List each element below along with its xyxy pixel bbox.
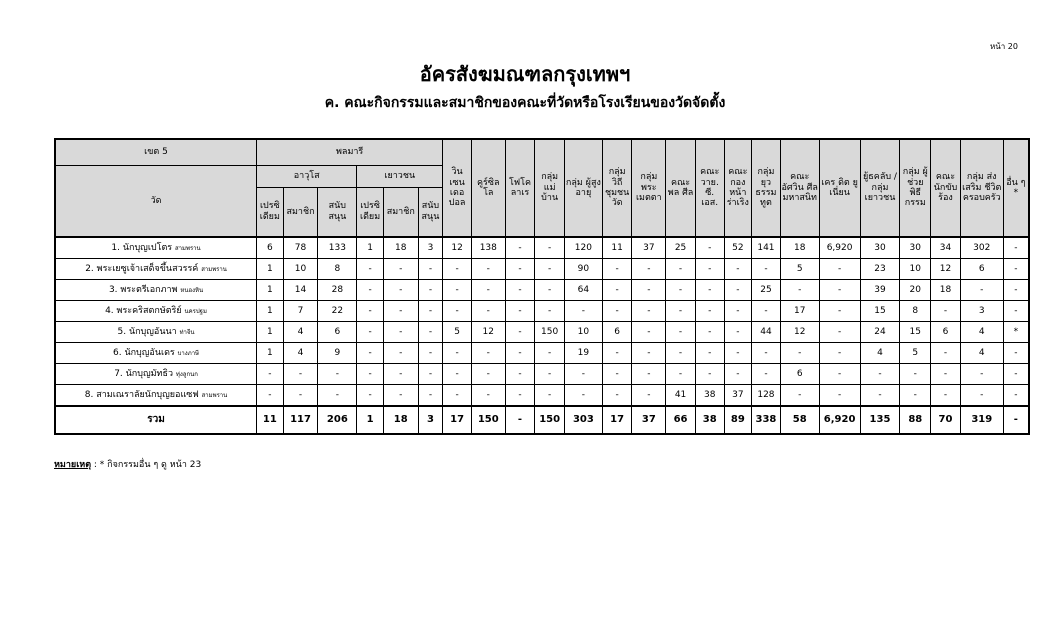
table-cell: - (602, 301, 632, 322)
total-cell: 38 (695, 406, 724, 434)
table-cell: 37 (632, 237, 666, 259)
table-cell: - (780, 280, 819, 301)
table-cell: 19 (564, 343, 602, 364)
table-cell: - (535, 237, 565, 259)
total-cell: 6,920 (819, 406, 860, 434)
table-cell: - (602, 385, 632, 407)
table-cell: 1 (257, 322, 284, 343)
table-cell: - (505, 301, 535, 322)
total-cell: 3 (418, 406, 443, 434)
table-cell: - (535, 301, 565, 322)
table-cell: 18 (931, 280, 961, 301)
table-cell: - (443, 385, 472, 407)
total-cell: - (1003, 406, 1029, 434)
table-cell: - (931, 343, 961, 364)
table-cell: 302 (960, 237, 1003, 259)
col-head: กลุ่ม วิถี ชุมชน วัด (602, 139, 632, 237)
table-cell: - (819, 280, 860, 301)
table-row (55, 322, 1029, 343)
total-cell: 66 (666, 406, 696, 434)
total-cell: 11 (257, 406, 284, 434)
col-head: กลุ่ม ยุว ธรรม ทูต (752, 139, 781, 237)
table-cell: 4 (283, 343, 318, 364)
total-cell: 89 (724, 406, 752, 434)
sub-head: เปรซิ เดียม (257, 187, 284, 237)
legion-header: พลมารี (257, 139, 443, 165)
parish-name (55, 301, 257, 322)
table-cell: - (632, 301, 666, 322)
table-cell: - (357, 322, 384, 343)
total-cell: 319 (960, 406, 1003, 434)
table-cell: 6 (318, 322, 357, 343)
table-cell: 8 (318, 259, 357, 280)
total-cell: 58 (780, 406, 819, 434)
table-cell: - (505, 364, 535, 385)
table-cell: 5 (900, 343, 931, 364)
table-cell: 1 (257, 259, 284, 280)
table-cell: - (819, 364, 860, 385)
table-cell: - (819, 343, 860, 364)
table-cell: - (632, 343, 666, 364)
table-cell: - (695, 364, 724, 385)
table-cell: 10 (564, 322, 602, 343)
table-cell: - (505, 385, 535, 407)
table-cell: 6 (257, 237, 284, 259)
table-cell: - (535, 385, 565, 407)
table-cell: - (780, 343, 819, 364)
parish-name-text: 1. นักบุญเปโตร (111, 242, 173, 253)
table-cell: 12 (931, 259, 961, 280)
table-cell: - (695, 301, 724, 322)
table-cell: 4 (960, 322, 1003, 343)
table-cell: 34 (931, 237, 961, 259)
table-cell: 37 (724, 385, 752, 407)
table-cell: - (283, 385, 318, 407)
table-cell: - (1003, 301, 1029, 322)
total-cell: 1 (357, 406, 384, 434)
table-cell: - (383, 343, 418, 364)
table-cell: - (695, 237, 724, 259)
table-row (55, 385, 1029, 407)
table-cell: 90 (564, 259, 602, 280)
table-cell: 15 (860, 301, 900, 322)
table-cell: - (505, 280, 535, 301)
table-cell: - (443, 259, 472, 280)
table-cell: 10 (900, 259, 931, 280)
col-head: กลุ่ม พระ เมตตา (632, 139, 666, 237)
total-cell: 18 (383, 406, 418, 434)
col-head: ยู้ธคลับ /กลุ่ม เยาวชน (860, 139, 900, 237)
table-cell: - (505, 322, 535, 343)
total-label: รวม (55, 406, 257, 434)
table-cell: 24 (860, 322, 900, 343)
table-cell: - (752, 301, 781, 322)
table-cell: - (602, 343, 632, 364)
table-cell: 5 (443, 322, 472, 343)
table-cell: - (1003, 237, 1029, 259)
table-cell: 1 (257, 343, 284, 364)
total-cell: - (505, 406, 535, 434)
table-cell: 3 (418, 237, 443, 259)
total-cell: 338 (752, 406, 781, 434)
total-cell: 37 (632, 406, 666, 434)
col-head: คณะ วาย. ซี. เอส. (695, 139, 724, 237)
footnote-text: : * กิจกรรมอื่น ๆ ดู หน้า 23 (91, 460, 202, 470)
table-cell: - (383, 322, 418, 343)
table-cell: - (931, 364, 961, 385)
table-cell: 25 (752, 280, 781, 301)
table-cell: - (724, 280, 752, 301)
table-cell: - (535, 343, 565, 364)
table-cell: - (418, 385, 443, 407)
district-header: เขต 5 (55, 139, 257, 165)
table-cell: - (535, 280, 565, 301)
table-cell: 30 (900, 237, 931, 259)
parish-name (55, 364, 257, 385)
table-cell: - (666, 343, 696, 364)
table-cell: - (257, 385, 284, 407)
table-cell: - (1003, 280, 1029, 301)
table-cell: 138 (471, 237, 505, 259)
table-cell: 4 (860, 343, 900, 364)
total-cell: 17 (602, 406, 632, 434)
table-cell: - (471, 343, 505, 364)
parish-header: วัด (55, 165, 257, 237)
table-cell: - (602, 364, 632, 385)
parish-name-text: 2. พระเยซูเจ้าเสด็จขึ้นสวรรค์ (85, 263, 199, 274)
table-cell: - (564, 301, 602, 322)
table-cell: - (471, 301, 505, 322)
parish-name (55, 322, 257, 343)
table-cell: - (418, 343, 443, 364)
total-cell: 70 (931, 406, 961, 434)
table-cell: - (780, 385, 819, 407)
table-cell: 12 (780, 322, 819, 343)
table-cell: - (632, 385, 666, 407)
table-cell: - (564, 364, 602, 385)
table-cell: 128 (752, 385, 781, 407)
total-cell: 88 (900, 406, 931, 434)
table-cell: - (860, 364, 900, 385)
table-cell: - (383, 301, 418, 322)
table-cell: 12 (471, 322, 505, 343)
col-head: วิน เซน เดอ ปอล (443, 139, 472, 237)
table-cell: - (1003, 364, 1029, 385)
parish-name (55, 343, 257, 364)
footnote (54, 457, 201, 471)
table-cell: - (860, 385, 900, 407)
table-cell: 150 (535, 322, 565, 343)
table-cell: 64 (564, 280, 602, 301)
table-cell: 5 (780, 259, 819, 280)
total-cell: 206 (318, 406, 357, 434)
col-head: กลุ่ม แม่ บ้าน (535, 139, 565, 237)
table-cell: - (418, 301, 443, 322)
table-body (55, 237, 1029, 434)
parish-location: หนองหิน (180, 286, 204, 294)
table-cell: - (602, 259, 632, 280)
table-cell: 12 (443, 237, 472, 259)
table-cell: - (357, 385, 384, 407)
total-cell: 150 (535, 406, 565, 434)
table-cell: - (443, 343, 472, 364)
table-cell: - (357, 280, 384, 301)
table-cell: 141 (752, 237, 781, 259)
table-cell: - (695, 343, 724, 364)
sub-head: สมาชิก (383, 187, 418, 237)
parish-name-text: 4. พระคริสตกษัตริย์ (105, 305, 182, 316)
table-cell: - (819, 385, 860, 407)
table-cell: - (960, 280, 1003, 301)
table-cell: 38 (695, 385, 724, 407)
table-cell: 6 (960, 259, 1003, 280)
table-cell: 6 (931, 322, 961, 343)
table-cell: - (505, 259, 535, 280)
table-cell: - (666, 280, 696, 301)
table-cell: - (666, 301, 696, 322)
table-cell: 8 (900, 301, 931, 322)
parish-name (55, 237, 257, 259)
table-cell: - (960, 385, 1003, 407)
youth-header: เยาวชน (357, 165, 443, 187)
sub-head: เปรซิ เดียม (357, 187, 384, 237)
table-cell: - (418, 259, 443, 280)
table-row (55, 343, 1029, 364)
table-cell: 39 (860, 280, 900, 301)
table-cell: 23 (860, 259, 900, 280)
table-cell: 10 (283, 259, 318, 280)
page-subtitle: ค. คณะกิจกรรมและสมาชิกของคณะที่วัดหรือโรงเรียนของวัดจัดตั้ง (324, 95, 726, 111)
col-head: เคร ดิต ยู เนี่ยน (819, 139, 860, 237)
table-cell: - (505, 343, 535, 364)
col-head: คณะ กอง หน้า ร่าเริง (724, 139, 752, 237)
table-cell: - (1003, 343, 1029, 364)
table-cell: 6 (602, 322, 632, 343)
total-cell: 303 (564, 406, 602, 434)
table-cell: - (724, 301, 752, 322)
col-head: คณะ อัศวิน ศีล มหาสนิท (780, 139, 819, 237)
table-cell: - (318, 364, 357, 385)
table-row (55, 301, 1029, 322)
col-head: คณะ นักขับ ร้อง (931, 139, 961, 237)
parish-name-text: 3. พระตรีเอกภาพ (108, 284, 178, 295)
table-cell: - (695, 322, 724, 343)
table-cell: 14 (283, 280, 318, 301)
table-cell: - (752, 364, 781, 385)
parish-location: สามพราน (201, 265, 227, 273)
table-cell: - (443, 364, 472, 385)
table-cell: 25 (666, 237, 696, 259)
parish-name (55, 385, 257, 407)
parish-location: ท่าจีน (179, 328, 195, 336)
table-cell: 120 (564, 237, 602, 259)
table-cell: 20 (900, 280, 931, 301)
table-cell: - (724, 259, 752, 280)
table-cell: - (535, 364, 565, 385)
table-cell: - (535, 259, 565, 280)
col-head: กลุ่ม ส่งเสริม ชีวิต ครอบครัว (960, 139, 1003, 237)
table-cell: 4 (283, 322, 318, 343)
table-cell: * (1003, 322, 1029, 343)
table-cell: 4 (960, 343, 1003, 364)
table-cell: - (900, 385, 931, 407)
parish-location: สามพราน (175, 244, 201, 252)
table-cell: 133 (318, 237, 357, 259)
table-cell: - (257, 364, 284, 385)
col-head: กลุ่ม ผู้สูง อายุ (564, 139, 602, 237)
table-cell: - (471, 259, 505, 280)
table-cell: 7 (283, 301, 318, 322)
table-cell: - (752, 343, 781, 364)
sub-head: สมาชิก (283, 187, 318, 237)
table-cell: 6,920 (819, 237, 860, 259)
total-cell: 135 (860, 406, 900, 434)
table-cell: - (666, 322, 696, 343)
table-cell: 52 (724, 237, 752, 259)
table-cell: - (724, 364, 752, 385)
table-cell: - (819, 301, 860, 322)
parish-name-text: 8. สามเณราลัยนักบุญยอแซฟ (84, 389, 199, 400)
table-cell: - (666, 364, 696, 385)
table-cell: 22 (318, 301, 357, 322)
total-row (55, 406, 1029, 434)
table-cell: - (1003, 385, 1029, 407)
table-cell: - (418, 280, 443, 301)
table-cell: - (632, 364, 666, 385)
table-cell: 78 (283, 237, 318, 259)
parish-location: บางภาษี (177, 349, 200, 357)
table-cell: - (471, 385, 505, 407)
table-cell: 15 (900, 322, 931, 343)
parish-location: ทุ่งลูกนก (175, 370, 198, 378)
table-cell: - (666, 259, 696, 280)
table-cell: - (357, 259, 384, 280)
table-row (55, 237, 1029, 259)
table-cell: - (383, 280, 418, 301)
table-cell: - (443, 301, 472, 322)
table-cell: - (819, 259, 860, 280)
activity-table (54, 138, 1030, 435)
table-cell: 6 (780, 364, 819, 385)
table-cell: - (357, 343, 384, 364)
senior-header: อาวุโส (257, 165, 357, 187)
parish-name (55, 280, 257, 301)
table-cell: - (632, 322, 666, 343)
table-cell: - (443, 280, 472, 301)
table-cell: - (819, 322, 860, 343)
page-number: หน้า 20 (990, 42, 1018, 51)
parish-name-text: 6. นักบุญอันเดร (113, 347, 175, 358)
table-row (55, 259, 1029, 280)
table-cell: 1 (257, 280, 284, 301)
sub-head: สนับ สนุน (418, 187, 443, 237)
table-cell: 30 (860, 237, 900, 259)
table-cell: 44 (752, 322, 781, 343)
table-cell: 11 (602, 237, 632, 259)
table-cell: 9 (318, 343, 357, 364)
table-cell: - (724, 343, 752, 364)
total-cell: 17 (443, 406, 472, 434)
table-cell: 18 (383, 237, 418, 259)
table-row (55, 364, 1029, 385)
table-cell: 1 (357, 237, 384, 259)
table-cell: - (695, 280, 724, 301)
table-cell: - (318, 385, 357, 407)
table-cell: - (383, 385, 418, 407)
table-cell: 28 (318, 280, 357, 301)
table-row (55, 280, 1029, 301)
total-cell: 117 (283, 406, 318, 434)
parish-name-text: 7. นักบุญมัทธิว (114, 368, 174, 379)
table-cell: - (418, 364, 443, 385)
table-cell: - (564, 385, 602, 407)
parish-name (55, 259, 257, 280)
table-cell: - (357, 364, 384, 385)
col-head: กลุ่ม ผู้ช่วย พิธี กรรม (900, 139, 931, 237)
table-cell: - (931, 385, 961, 407)
table-cell: - (1003, 259, 1029, 280)
table-cell: - (724, 322, 752, 343)
table-cell: - (960, 364, 1003, 385)
col-head: คูร์ซิล โล (471, 139, 505, 237)
table-cell: - (752, 259, 781, 280)
table-cell: 3 (960, 301, 1003, 322)
table-cell: - (505, 237, 535, 259)
table-cell: - (471, 364, 505, 385)
table-cell: 18 (780, 237, 819, 259)
col-head: อื่น ๆ * (1003, 139, 1029, 237)
parish-name-text: 5. นักบุญอันนา (117, 326, 177, 337)
table-cell: - (632, 259, 666, 280)
table-cell: - (471, 280, 505, 301)
table-cell: 41 (666, 385, 696, 407)
table-cell: - (283, 364, 318, 385)
table-cell: 1 (257, 301, 284, 322)
table-cell: - (602, 280, 632, 301)
table-cell: - (632, 280, 666, 301)
col-head: คณะ พล ศีล (666, 139, 696, 237)
table-cell: - (931, 301, 961, 322)
table-cell: - (900, 364, 931, 385)
table-cell: - (357, 301, 384, 322)
parish-location: นครปฐม (184, 307, 207, 315)
sub-head: สนับ สนุน (318, 187, 357, 237)
table-cell: - (383, 259, 418, 280)
table-cell: - (383, 364, 418, 385)
footnote-label: หมายเหตุ (54, 460, 92, 470)
page-title: อัครสังฆมณฑลกรุงเทพฯ (419, 62, 631, 86)
parish-location: สามพราน (201, 391, 228, 399)
table-cell: 17 (780, 301, 819, 322)
table-cell: - (418, 322, 443, 343)
col-head: โฟโค ลาเร (505, 139, 535, 237)
table-cell: - (695, 259, 724, 280)
total-cell: 150 (471, 406, 505, 434)
